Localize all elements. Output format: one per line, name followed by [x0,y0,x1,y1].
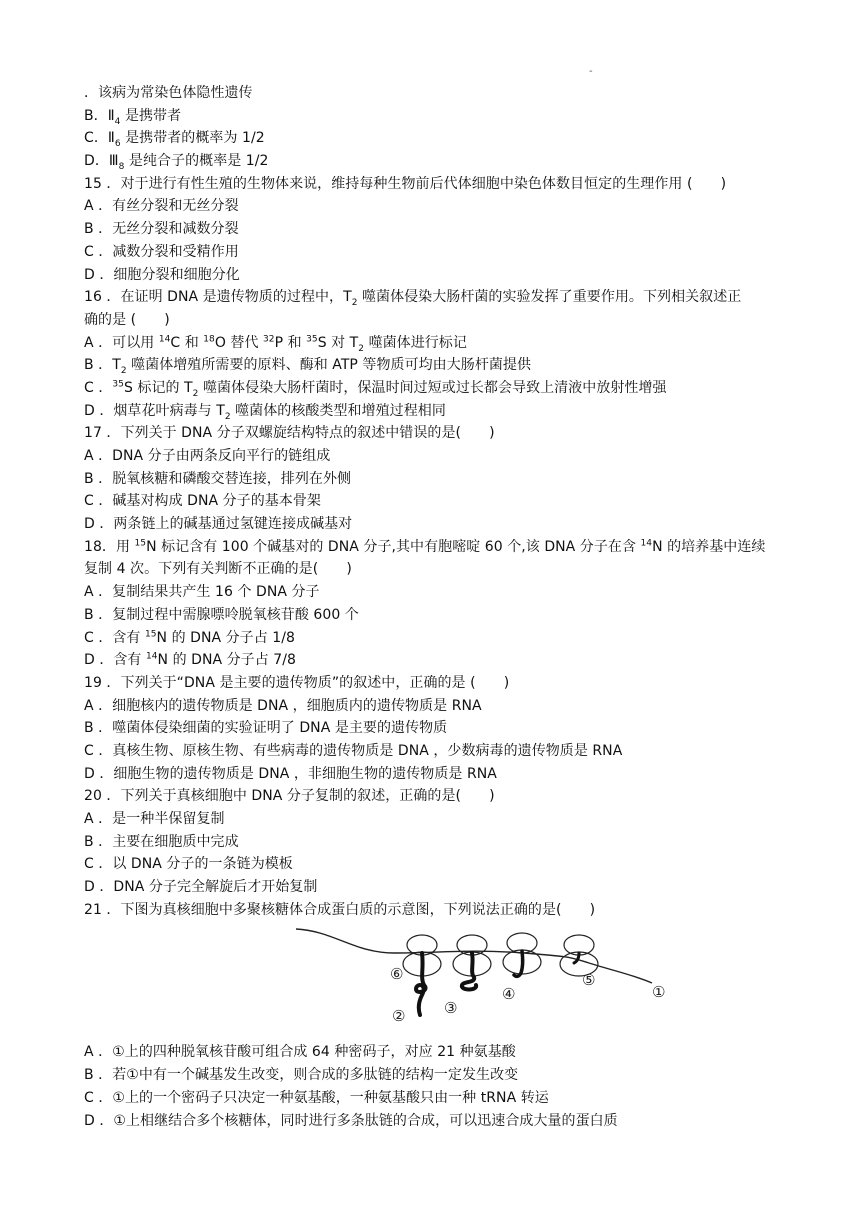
q14-option-a-text: ．该病为常染色体隐性遗传 [84,85,253,101]
q21-stem: 21 ．下图为真核细胞中多聚核糖体合成蛋白质的示意图，下列说法正确的是( ) [84,901,596,918]
q16a-s3: 32 [263,333,275,344]
polypeptide-chain-short [514,951,523,976]
q19-option-c: C ．真核生物、原核生物、有些病毒的遗传物质是 DNA ，少数病毒的遗传物质是 RNA [84,742,623,759]
q18-option-d [84,649,784,672]
q17-stem: 17 ．下列关于 DNA 分子双螺旋结构特点的叙述中错误的是( ) [84,425,495,442]
q18-option-a: A ．复制结果共产生 16 个 DNA 分子 [84,584,320,601]
q16a-t6: 噬菌体进行标记 [364,334,467,351]
q16b-t2: 噬菌体增殖所需要的原料、酶和 ATP 等物质可均由大肠杆菌提供 [126,357,532,374]
q15-option-c: C ．减数分裂和受精作用 [84,243,239,260]
q18d-s1: 14 [145,651,158,662]
q14-option-d-post: 是纯合子的概率是 1/2 [124,153,269,170]
polyribosome-figure [84,921,784,1041]
q14-option-c [84,127,784,150]
header-mark: - [589,66,593,77]
q14-option-b-post: 是携带者 [120,107,182,124]
q18d-t1: D ．含有 [84,652,146,669]
q16-stem-part-a: 16 ．在证明 DNA 是遗传物质的过程中，T [84,289,352,306]
q20-option-b: B ．主要在细胞质中完成 [84,833,239,850]
q15-stem: 15 ．对于进行有性生殖的生物体来说，维持每种生物前后代体细胞中染色体数目恒定的生理作用 ( ) [84,175,727,192]
q18-stem-sup2: 14 [640,538,653,549]
q16a-t5: S 对 T [317,334,359,351]
q20-option-c: C ．以 DNA 分子的一条链为模板 [84,856,293,873]
q16-stem-part-b: 噬菌体侵染大肠杆菌的实验发挥了重要作用。下列相关叙述正 [357,289,742,306]
q20-option-d: D ．DNA 分子完全解旋后才开始复制 [84,879,318,896]
q18-stem-a: 18．用 [84,538,135,555]
q16a-t2: C 和 [170,334,204,351]
q18c-t2: N 的 DNA 分子占 1/8 [156,629,295,646]
q16-stem-sub: 2 [351,297,358,308]
q16c-t1: C ． [84,379,113,396]
q14-option-b-pre: ．Ⅱ [93,107,115,124]
q16b-b1: 2 [120,366,127,377]
q14-option-c-sub: 6 [114,139,121,150]
q14-option-d-pre: ．Ⅲ [94,153,119,170]
q20-stem: 20 ．下列关于真核细胞中 DNA 分子复制的叙述，正确的是( ) [84,788,495,805]
q17-option-c: C ．碱基对构成 DNA 分子的基本骨架 [84,493,321,510]
q18-option-b: B ．复制过程中需腺嘌呤脱氧核苷酸 600 个 [84,606,359,623]
q14-option-b [84,105,784,128]
q21-option-b: B ．若①中有一个碱基发生改变，则合成的多肽链的结构一定发生改变 [84,1067,519,1084]
q16d-t2: 噬菌体的核酸类型和增殖过程相同 [230,402,446,419]
q16a-t4: P 和 [274,334,307,351]
q20-option-a: A ．是一种半保留复制 [84,811,225,827]
q17-option-b: B ．脱氧核糖和磷酸交替连接，排列在外侧 [84,470,352,487]
q16-option-b [84,354,784,377]
q18-stem-sup1: 15 [134,538,147,549]
q16a-t3: O 替代 [214,334,264,351]
q14-option-d-sub: 8 [118,161,125,172]
label-4: ④ [502,985,516,1004]
q16a-s1: 14 [158,333,171,344]
q16-option-d [84,400,784,423]
q18-stem-b: N 标记含有 100 个碱基对的 DNA 分子,其中有胞嘧啶 60 个,该 DNA 分子在含 [146,538,641,555]
label-1: ① [652,983,666,1002]
q16c-t3: 噬菌体侵染大肠杆菌时，保温时间过短或过长都会导致上清液中放射性增强 [198,379,667,396]
q18-option-c [84,627,784,650]
q18-stem-continued: 复制 4 次。下列有关判断不正确的是( ) [84,561,352,578]
q18-stem-c: N 的培养基中连续 [652,538,766,555]
q16d-t1: D ．烟草花叶病毒与 T [84,402,225,419]
q16a-t1: A ．可以用 [84,334,159,351]
q14-option-c-letter: C [84,130,94,147]
q17-option-d: D ．两条链上的碱基通过氢键连接成碱基对 [84,516,353,533]
label-3: ③ [444,999,458,1018]
q16-stem-continued: 确的是 ( ) [84,311,170,328]
q18c-s1: 15 [144,628,157,639]
q16b-t1: B ．T [84,357,121,374]
q16c-t2: S 标记的 T [123,379,193,396]
q16-stem [84,286,784,309]
q16a-s2: 18 [203,333,215,344]
q14-option-b-sub: 4 [114,116,121,127]
q16a-b1: 2 [358,343,365,354]
q16d-b1: 2 [224,411,231,422]
q16c-s1: 35 [112,379,124,390]
q14-option-d-letter: D [84,153,95,170]
q16a-s4: 35 [306,333,318,344]
q19-option-d: D ．细胞生物的遗传物质是 DNA ，非细胞生物的遗传物质是 RNA [84,765,497,782]
question-content [84,82,784,1132]
polypeptide-chain-medium [462,953,476,990]
q21-option-d: D ．①上相继结合多个核糖体，同时进行多条肽链的合成，可以迅速合成大量的蛋白质 [84,1112,618,1129]
label-2: ② [392,1007,406,1026]
q18c-t1: C ．含有 [84,629,145,646]
q19-stem: 19 ．下列关于“DNA 是主要的遗传物质”的叙述中，正确的是 ( ) [84,674,510,691]
q18-stem [84,536,784,559]
q16-option-a [84,332,784,355]
q21-option-a: A ．①上的四种脱氧核苷酸可组合成 64 种密码子，对应 21 种氨基酸 [84,1044,516,1061]
q15-option-a: A ．有丝分裂和无丝分裂 [84,198,239,215]
q15-option-d: D ．细胞分裂和细胞分化 [84,266,240,283]
polyribosome-diagram [294,923,674,1041]
polypeptide-chain-long [416,953,425,1015]
q19-option-b: B ．噬菌体侵染细菌的实验证明了 DNA 是主要的遗传物质 [84,720,448,737]
q14-option-c-pre: ．Ⅱ [93,130,115,147]
q15-option-b: B ．无丝分裂和减数分裂 [84,221,239,238]
q21-option-c: C ．①上的一个密码子只决定一种氨基酸，一种氨基酸只由一种 tRNA 转运 [84,1089,549,1106]
q14-option-b-letter: B [84,107,94,124]
q19-option-a: A ．细胞核内的遗传物质是 DNA ，细胞质内的遗传物质是 RNA [84,697,482,714]
q14-option-d [84,150,784,173]
q16-option-c [84,377,784,400]
q18d-t2: N 的 DNA 分子占 7/8 [157,652,296,669]
label-5: ⑤ [582,971,596,990]
label-6: ⑥ [390,965,404,984]
q17-option-a: A ．DNA 分子由两条反向平行的链组成 [84,448,331,464]
q16c-b1: 2 [192,388,199,399]
q14-option-c-post: 是携带者的概率为 1/2 [120,130,265,147]
q14-option-a [84,82,784,105]
